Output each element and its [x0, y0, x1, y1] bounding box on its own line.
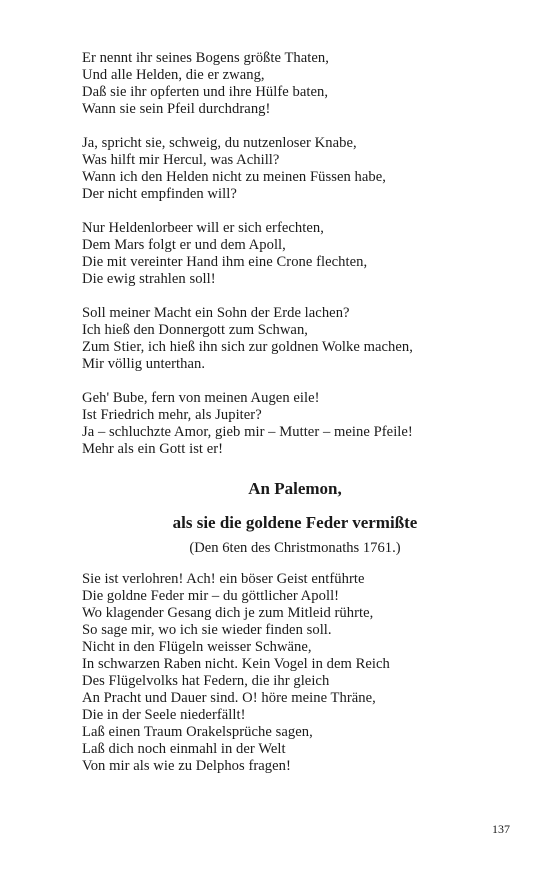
page-number: 137 — [492, 822, 510, 836]
verse-line: Wo klagender Gesang dich je zum Mitleid rührte, — [82, 605, 374, 621]
verse-line: Die in der Seele niederfällt! — [82, 707, 246, 723]
verse-line: Daß sie ihr opferten und ihre Hülfe baten, — [82, 84, 329, 100]
verse-line: Zum Stier, ich hieß ihn sich zur goldnen Wolke machen, — [82, 339, 413, 355]
verse-line: Nicht in den Flügeln weisser Schwäne, — [82, 639, 312, 655]
verse-line: Und alle Helden, die er zwang, — [82, 67, 265, 83]
verse-line: Geh' Bube, fern von meinen Augen eile! — [82, 390, 320, 406]
verse-line: Er nennt ihr seines Bogens größte Thaten, — [82, 50, 329, 66]
verse-line: Dem Mars folgt er und dem Apoll, — [82, 237, 286, 253]
poem-dateline: (Den 6ten des Christmonaths 1761.) — [189, 540, 401, 556]
stanza — [82, 135, 502, 203]
verse-line: Die mit vereinter Hand ihm eine Crone flechten, — [82, 254, 368, 270]
stanza — [82, 220, 502, 288]
stanza — [82, 305, 502, 373]
verse-line: Die goldne Feder mir – du göttlicher Apoll! — [82, 588, 340, 604]
verse-line: Des Flügelvolks hat Federn, die ihr gleich — [82, 673, 330, 689]
verse-line: Wann ich den Helden nicht zu meinen Füssen habe, — [82, 169, 386, 185]
verse-line: Die ewig strahlen soll! — [82, 271, 216, 287]
verse-line: Was hilft mir Hercul, was Achill? — [82, 152, 280, 168]
verse-line: Mehr als ein Gott ist er! — [82, 441, 224, 457]
verse-line: Laß einen Traum Orakelsprüche sagen, — [82, 724, 313, 740]
verse-line: Nur Heldenlorbeer will er sich erfechten, — [82, 220, 324, 236]
verse-line: So sage mir, wo ich sie wieder finden soll. — [82, 622, 332, 638]
verse-line: Ist Friedrich mehr, als Jupiter? — [82, 407, 262, 423]
verse-line: Ich hieß den Donnergott zum Schwan, — [82, 322, 309, 338]
verse-line: Wann sie sein Pfeil durchdrang! — [82, 101, 271, 117]
verse-line: Von mir als wie zu Delphos fragen! — [82, 758, 291, 774]
stanza — [82, 50, 502, 118]
verse-line: In schwarzen Raben nicht. Kein Vogel in dem Reich — [82, 656, 390, 672]
verse-line: Soll meiner Macht ein Sohn der Erde lachen? — [82, 305, 350, 321]
verse-line: Ja, spricht sie, schweig, du nutzenloser Knabe, — [82, 135, 357, 151]
poem-an-palemon — [82, 571, 502, 775]
verse-line: Mir völlig unterthan. — [82, 356, 206, 372]
poem-title: An Palemon, — [248, 479, 342, 498]
poem-continued — [82, 50, 502, 475]
verse-line: An Pracht und Dauer sind. O! höre meine Thräne, — [82, 690, 376, 706]
verse-line: Sie ist verlohren! Ach! ein böser Geist entführte — [82, 571, 365, 587]
verse-line: Ja – schluchzte Amor, gieb mir – Mutter – meine Pfeile! — [82, 424, 413, 440]
verse-line: Laß dich noch einmahl in der Welt — [82, 741, 286, 757]
poem-subtitle: als sie die goldene Feder vermißte — [172, 513, 418, 532]
verse-line: Der nicht empfinden will? — [82, 186, 237, 202]
stanza — [82, 390, 502, 458]
